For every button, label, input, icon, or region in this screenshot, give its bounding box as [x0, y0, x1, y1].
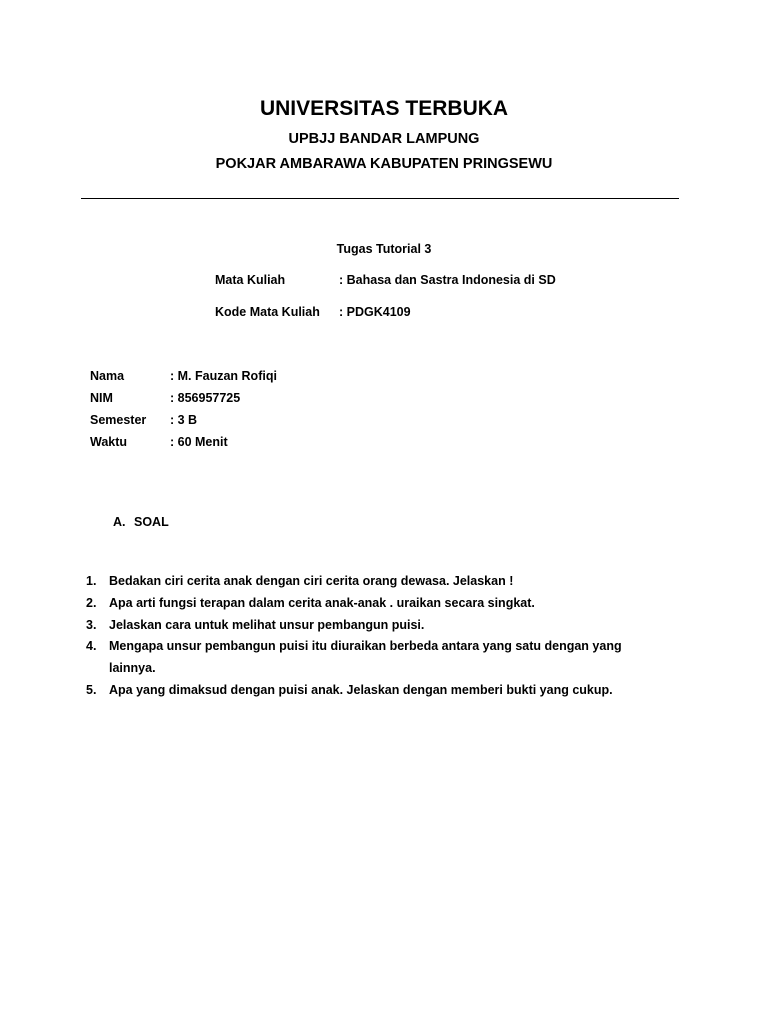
semester-value: : 3 B [170, 413, 198, 427]
university-title: UNIVERSITAS TERBUKA [259, 97, 509, 120]
student-name-label: Nama [90, 369, 125, 383]
student-nim-value: : 856957725 [170, 391, 241, 405]
course-code-value: : PDGK4109 [339, 305, 411, 319]
question-text: Apa arti fungsi terapan dalam cerita anak-anak . uraikan secara singkat. [109, 596, 535, 610]
question-text: Mengapa unsur pembangun puisi itu diuraikan berbeda antara yang satu dengan yang [109, 639, 622, 653]
time-value: : 60 Menit [170, 435, 228, 449]
question-text: Jelaskan cara untuk melihat unsur pembangun puisi. [109, 618, 425, 632]
course-label: Mata Kuliah [215, 273, 286, 287]
course-value: : Bahasa dan Sastra Indonesia di SD [339, 273, 556, 287]
semester-label: Semester [90, 413, 147, 427]
section-title: SOAL [134, 515, 169, 529]
question-number: 4. [86, 639, 97, 653]
header-divider [81, 198, 679, 199]
question-text: Apa yang dimaksud dengan puisi anak. Jelaskan dengan memberi bukti yang cukup. [109, 683, 613, 697]
course-code-label: Kode Mata Kuliah [215, 305, 320, 319]
question-text-continuation: lainnya. [109, 661, 156, 675]
student-nim-label: NIM [90, 391, 113, 405]
student-name-value: : M. Fauzan Rofiqi [170, 369, 277, 383]
pokjar-subtitle: POKJAR AMBARAWA KABUPATEN PRINGSEWU [215, 156, 553, 172]
question-number: 3. [86, 618, 97, 632]
time-label: Waktu [90, 435, 128, 449]
unit-subtitle: UPBJJ BANDAR LAMPUNG [288, 131, 480, 147]
question-number: 1. [86, 574, 97, 588]
question-number: 2. [86, 596, 97, 610]
assignment-title: Tugas Tutorial 3 [336, 242, 432, 256]
section-letter: A. [113, 515, 126, 529]
question-text: Bedakan ciri cerita anak dengan ciri cerita orang dewasa. Jelaskan ! [109, 574, 514, 588]
question-number: 5. [86, 683, 97, 697]
